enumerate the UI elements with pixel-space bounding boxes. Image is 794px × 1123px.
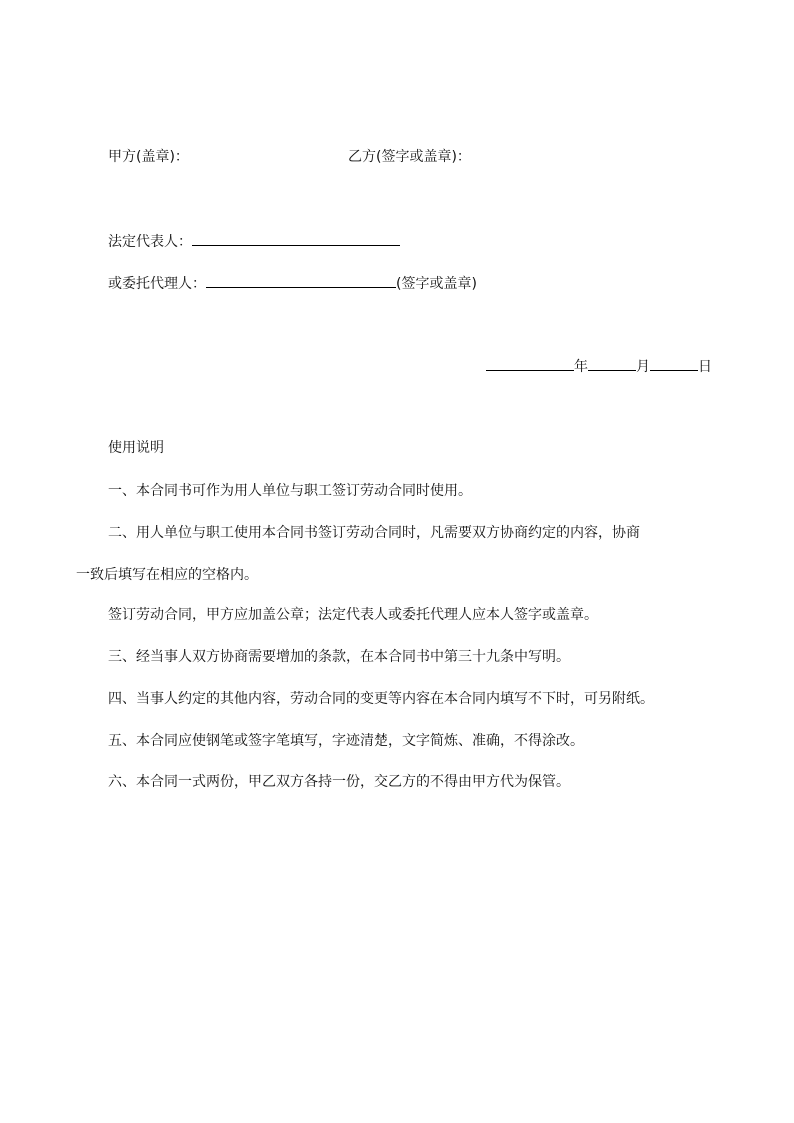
- instruction-item-1: 一、本合同书可作为用人单位与职工签订劳动合同时使用。: [108, 483, 472, 499]
- instructions-title: 使用说明: [108, 440, 164, 456]
- legal-rep-row: [108, 231, 400, 251]
- instruction-item-2-part-1: 二、用人单位与职工使用本合同书签订劳动合同时，凡需要双方协商约定的内容，协商: [108, 525, 640, 541]
- agent-row: [108, 273, 477, 293]
- legal-rep-blank[interactable]: [192, 231, 400, 246]
- agent-label: 或委托代理人：: [108, 276, 206, 292]
- day-label: 日: [698, 359, 712, 375]
- instruction-item-3: 三、经当事人双方协商需要增加的条款，在本合同书中第三十九条中写明。: [108, 649, 570, 665]
- instruction-item-5: 五、本合同应使钢笔或签字笔填写，字迹清楚，文字简炼、准确，不得涂改。: [108, 733, 584, 749]
- date-row: [486, 356, 712, 376]
- year-label: 年: [574, 359, 588, 375]
- party-b-label: 乙方(签字或盖章)：: [348, 149, 471, 165]
- instruction-item-2-note: 签订劳动合同，甲方应加盖公章；法定代表人或委托代理人应本人签字或盖章。: [108, 607, 598, 623]
- agent-blank[interactable]: [206, 273, 396, 288]
- month-label: 月: [636, 359, 650, 375]
- year-blank[interactable]: [486, 356, 574, 371]
- agent-suffix: (签字或盖章): [396, 276, 477, 292]
- legal-rep-label: 法定代表人：: [108, 234, 192, 250]
- instruction-item-4: 四、当事人约定的其他内容，劳动合同的变更等内容在本合同内填写不下时，可另附纸。: [108, 691, 654, 707]
- instruction-item-6: 六、本合同一式两份，甲乙双方各持一份，交乙方的不得由甲方代为保管。: [108, 774, 570, 790]
- instruction-item-2-part-2: 一致后填写在相应的空格内。: [76, 567, 258, 583]
- day-blank[interactable]: [650, 356, 698, 371]
- month-blank[interactable]: [588, 356, 636, 371]
- party-a-label: 甲方(盖章)：: [108, 149, 189, 165]
